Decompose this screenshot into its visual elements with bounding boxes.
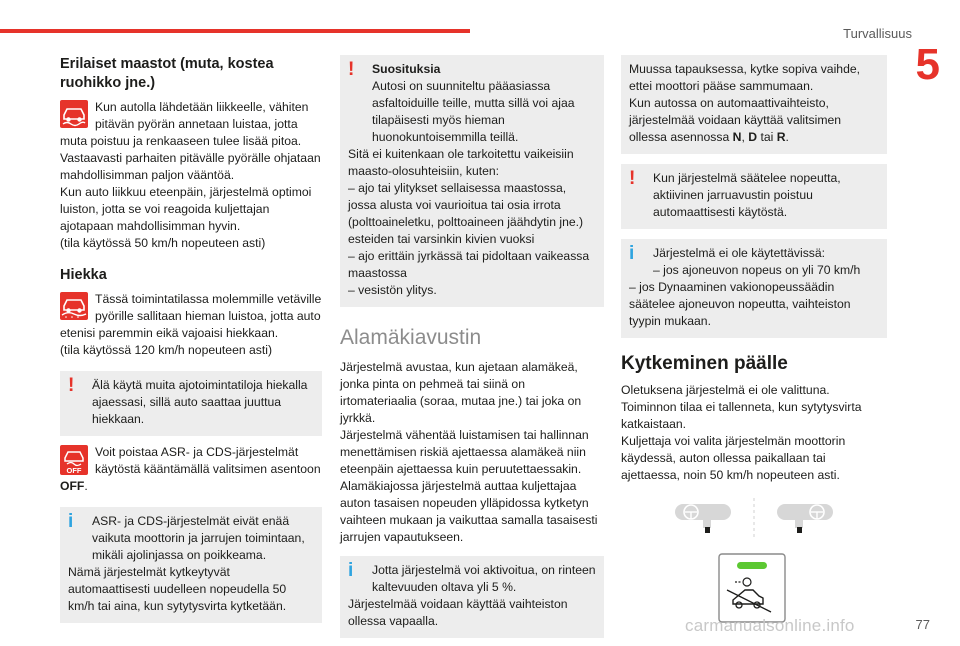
recommendations-item-3: – vesistön ylitys.: [348, 283, 437, 297]
info-icon: i: [68, 511, 74, 532]
page-number: 77: [915, 617, 930, 632]
info-slope-text-2: Järjestelmää voidaan käyttää vaihteiston ollessa vapaalla.: [348, 597, 568, 628]
esc-off-suffix: .: [84, 479, 88, 493]
sand-mode-paragraph: [60, 291, 322, 359]
hill-descent-text-2: Järjestelmä vähentää luistamisen tai hallinnan menettämisen riskiä ajettaessa alamäkeä niin eteenpäin ajettaessa kuin peruutettaessakin.: [340, 428, 589, 476]
warning-icon: !: [68, 375, 75, 396]
column-middle: [340, 55, 604, 646]
esc-off-icon-label: OFF: [66, 466, 82, 475]
hill-descent-button-icon: [719, 554, 785, 622]
mud-text-3: Kun auto liikkuu eteenpäin, järjestelmä optimoi luiston, jotta se voi reagoida kuljettajan ajotapaan mahdollisimman hyvin.: [60, 185, 312, 233]
gear-sep: ,: [741, 130, 749, 144]
activation-text-3: Kuljettaja voi valita järjestelmän moottorin käydessä, auton ollessa paikallaan tai ajettaessa, noin 50 km/h nopeuteen asti.: [621, 434, 846, 482]
heading-activation: Kytkeminen päälle: [621, 353, 788, 374]
sand-speed-note: (tila käytössä 120 km/h nopeuteen asti): [60, 343, 273, 357]
esc-off-text: [60, 444, 322, 495]
mud-mode-paragraph: [60, 99, 322, 252]
recommendations-text-2: Sitä ei kuitenkaan ole tarkoitettu vaikeisiin maasto-olosuhteisiin, kuten:: [348, 147, 574, 178]
info-asr-text-1: ASR- ja CDS-järjestelmät eivät enää vaikuta moottorin ja jarrujen toimintaan, mikäli ajolinjassa on poikkeama.: [92, 514, 305, 562]
info-unavailable-title: Järjestelmä ei ole käytettävissä:: [653, 246, 826, 260]
activation-text-2: Toiminnon tilaa ei tallenneta, kun sytytysvirta katkaistaan.: [621, 400, 862, 431]
column-right: [621, 55, 887, 638]
watermark: carmanualsonline.info: [685, 616, 855, 635]
mud-text-1: Kun autolla lähdetään liikkeelle, vähiten pitävän pyörän annetaan luistaa, jotta: [95, 100, 309, 131]
esc-off-text-body: Voit poistaa ASR- ja CDS-järjestelmät käytöstä kääntämällä valitsimen asentoon: [95, 445, 321, 476]
activation-text-1: Oletuksena järjestelmä ei ole valittuna.: [621, 383, 830, 397]
info-icon: i: [629, 243, 635, 264]
esc-off-icon: [60, 445, 88, 475]
warning-box-sand: [60, 371, 322, 436]
mud-text-2: muta poistuu ja renkaaseen tulee lisää pitoa. Vastaavasti parhaiten pitävälle pyörälle ohjataan mahdollisimman paljon vääntöä.: [60, 134, 321, 182]
gear-end: .: [785, 130, 789, 144]
mud-mode-icon: [60, 100, 88, 128]
sand-text-2: etenisi paremmin eikä vajoaisi hiekkaan.: [60, 326, 279, 340]
hill-descent-text-1: Järjestelmä avustaa, kun ajetaan alamäkeä, jonka pinta on pehmeä tai siinä on irtomateriaalia (soraa, mutaa jne.) tai joka on jyrkkä.: [340, 360, 582, 425]
recommendations-item-1: – ajo tai ylitykset sellaisessa maastossa, jossa alusta voi vaurioitua tai osia irrota (polttoaineletku, polttoaineen jäähdytin jne.) esteiden tai varsinkin kivien vuoksi: [348, 181, 584, 246]
gear-n: N: [732, 130, 742, 144]
gear-d: D: [748, 130, 758, 144]
gear-tai: tai: [757, 130, 777, 144]
recommendations-item-2: – ajo erittäin jyrkässä tai pidoltaan vaikeassa maastossa: [348, 249, 590, 280]
esc-off-paragraph: [60, 444, 322, 495]
info-unavailable-item-1: – jos ajoneuvon nopeus on yli 70 km/h: [653, 263, 861, 277]
gear-r: R: [776, 130, 786, 144]
heading-mud-terrain: Erilaiset maastot (muta, kostea ruohikko jne.): [60, 56, 274, 91]
header-section-title: Turvallisuus: [843, 26, 912, 41]
chapter-number: 5: [915, 40, 940, 89]
info-asr-text-2: Nämä järjestelmät kytkeytyvät automaattisesti uudelleen nopeudella 50 km/h tai aina, kun sytytysvirta kytketään.: [68, 565, 287, 613]
heading-hill-descent: Alamäkiavustin: [340, 326, 482, 349]
gear-note-text-1: Muussa tapauksessa, kytke sopiva vaihde, ettei moottori pääse sammumaan.: [629, 62, 861, 93]
esc-off-bold: OFF: [60, 479, 85, 493]
header-accent-bar: [0, 29, 470, 33]
recommendations-title: Suosituksia: [372, 62, 441, 76]
info-icon: i: [348, 560, 354, 581]
warning-box-brake-assist: [621, 164, 887, 229]
steering-wheel-icon: [675, 504, 731, 533]
mud-speed-note: (tila käytössä 50 km/h nopeuteen asti): [60, 236, 266, 250]
warning-icon: !: [629, 168, 636, 189]
warning-sand-text: Älä käytä muita ajotoimintatiloja hiekalla ajaessasi, sillä auto saattaa juuttua hiekkaan.: [92, 378, 308, 426]
info-box-unavailable: [621, 239, 887, 338]
info-slope-text-1: Jotta järjestelmä voi aktivoitua, on rinteen kaltevuuden oltava yli 5 %.: [372, 563, 596, 594]
recommendations-text-1: Autosi on suunniteltu pääasiassa asfaltoiduille teille, mutta sillä voi ajaa tilapäisesti myös hieman huonokuntoisemmilla teillä.: [372, 79, 575, 144]
hill-descent-text-3: Alamäkiajossa järjestelmä auttaa kuljettajaa auton tasaisen nopeuden ylläpidossa kytketyn vaihteen mukaan ja vaikuttaa samalla tasaisesti jarrujen vapautukseen.: [340, 479, 598, 544]
steering-wheel-icon: [777, 504, 833, 533]
warning-box-recommendations: [340, 55, 604, 307]
column-left: [60, 55, 322, 631]
info-unavailable-item-2: – jos Dynaaminen vakionopeussäädin säätelee ajoneuvon nopeutta, vaihteiston tyypin mukaan.: [629, 280, 851, 328]
gear-note-box: [621, 55, 887, 154]
gear-note-text-2: [629, 95, 879, 146]
sand-mode-icon: [60, 292, 88, 320]
warning-icon: !: [348, 59, 355, 80]
warning-brake-assist-text: Kun järjestelmä säätelee nopeutta, aktiivinen jarruavustin poistuu automaattisesti käytöstä.: [653, 171, 841, 219]
heading-sand: Hiekka: [60, 267, 107, 283]
info-box-asr: [60, 507, 322, 623]
gear-note-text-2-body: Kun autossa on automaattivaihteisto, järjestelmää voidaan käyttää valitsimen ollessa asennossa: [629, 96, 842, 144]
sand-text-1: Tässä toimintatilassa molemmille vetäville pyörille sallitaan hieman luistoa, jotta auto: [95, 292, 322, 323]
info-box-slope: [340, 556, 604, 638]
